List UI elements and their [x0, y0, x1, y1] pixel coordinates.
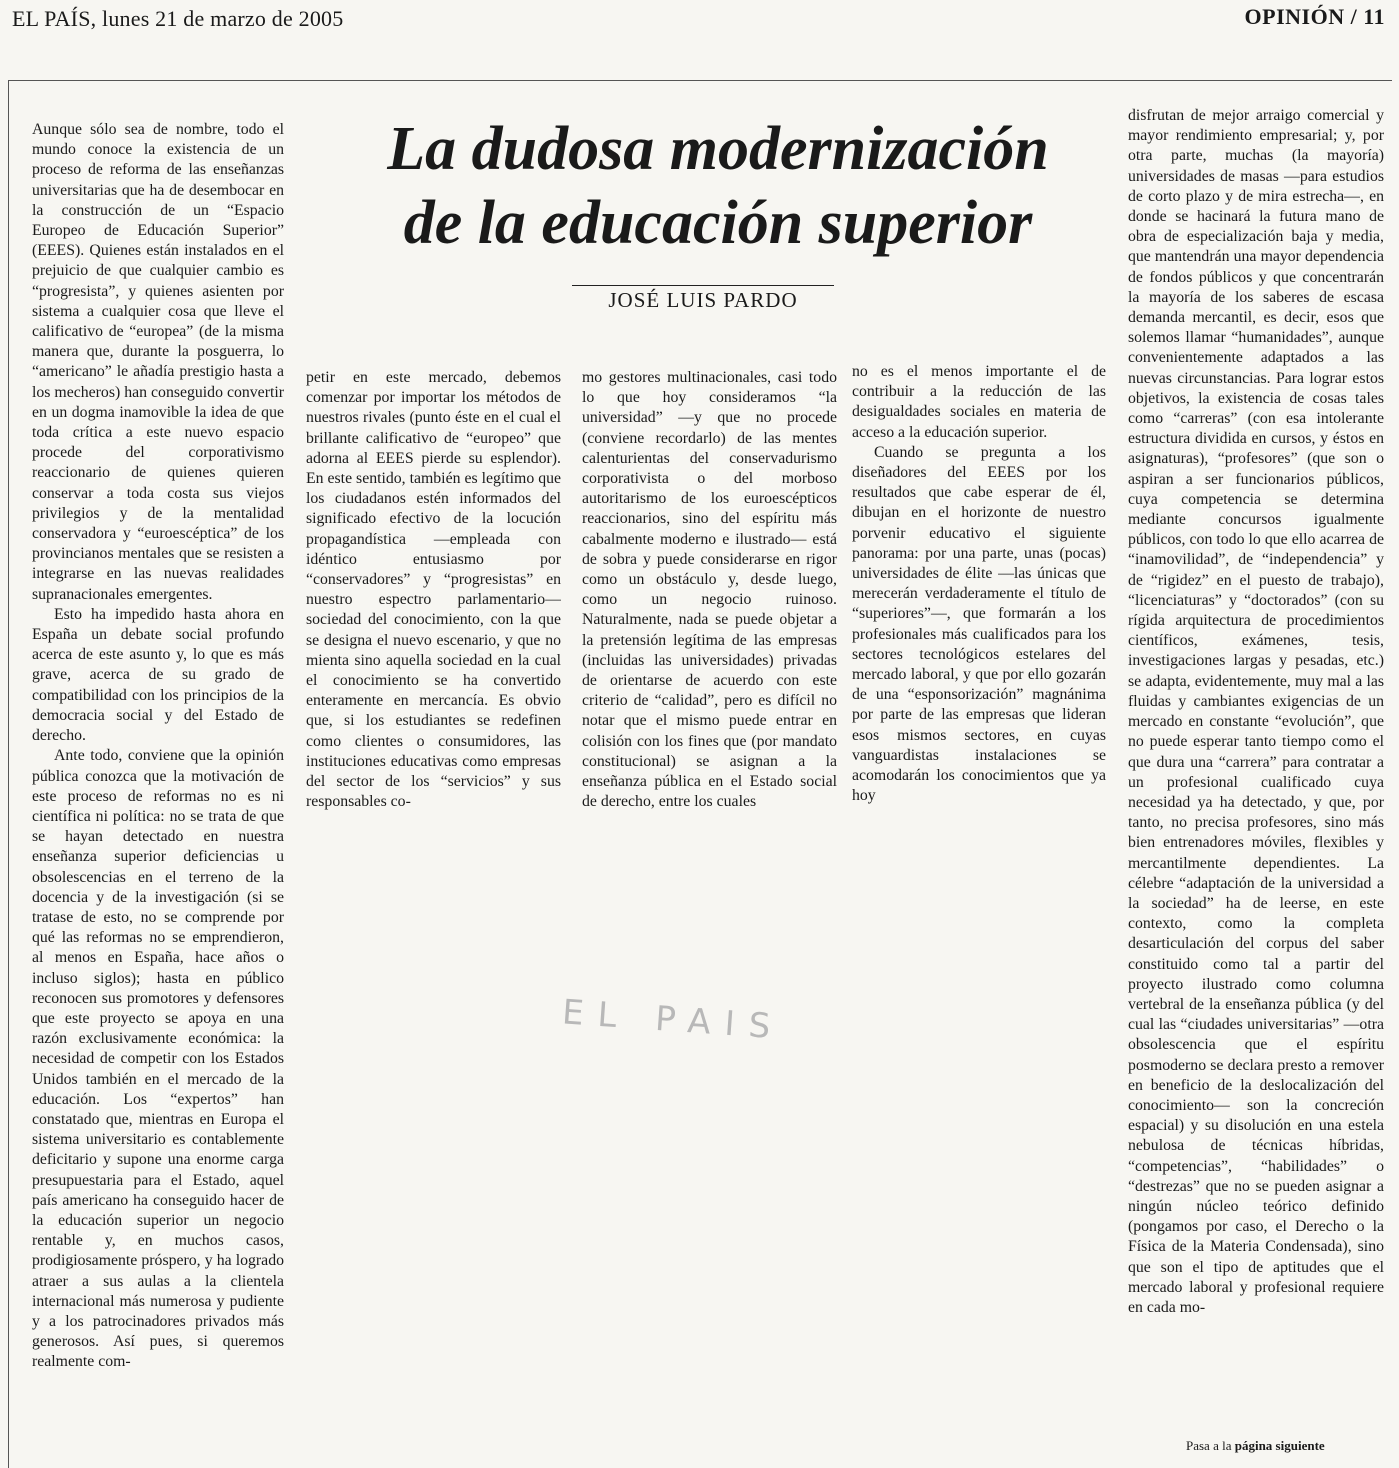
- column-2: [306, 368, 561, 838]
- paragraph: Cuando se pregunta a los diseñadores del EEES por los resultados que cabe esperar de él, dibujan en el horizonte de nuestro porvenir educativo el siguiente panorama: por una parte, unas (pocas) universidades de élite —las únicas que merecerán verdaderamente el título de “superiores”—, que formarán a los profesionales más cualificados para los sectores tecnológicos estelares del mercado laboral, y que por ello gozarán de una “esponsorización” magnánima por parte de las empresas que lideran esos mismos sectores, en cuyas vanguardistas instalaciones se acomodarán los conocimientos que ya hoy: [852, 443, 1106, 805]
- paragraph: mo gestores multinacionales, casi todo lo que hoy consideramos “la universidad” —y que no procede (conviene recordarlo) de las mentes calenturientas del conservadurismo corporativista o del morboso autoritarismo de los euroescépticos reaccionarios, sino del espíritu más cabalmente moderno e ilustrado— está de sobra y puede considerarse en rigor como un obstáculo y, desde luego, como un negocio ruinoso. Naturalmente, nada se puede objetar a la pretensión legítima de las empresas (incluidas las universidades) privadas de orientarse de acuerdo con este criterio de “calidad”, pero es difícil no notar que el mismo puede entrar en colisión con los fines que (por mandato constitucional) se asignan a la enseñanza pública en el Estado social de derecho, entre los cuales: [582, 369, 837, 811]
- column-5: [1128, 106, 1384, 1441]
- column-1: [32, 120, 284, 1465]
- headline-line-1: La dudosa modernización: [387, 115, 1049, 183]
- continuation-prefix: Pasa a la: [1186, 1438, 1235, 1453]
- headline: [318, 112, 1118, 260]
- paragraph: disfrutan de mejor arraigo comercial y mayor rendimiento empresarial; y, por otra parte, muchas (la mayoría) universidades de masas —para estudios de corto plazo y de mira estrecha—, en donde se hacinará la futura mano de obra de especialización baja y media, que mantendrán una mayor dependencia de fondos públicos y que concentrarán la mayoría de los saberes de escasa demanda mercantil, es decir, esos que solemos llamar “humanidades”, aunque convenientemente adaptados a las nuevas circunstancias. Para lograr estos objetivos, la existencia de cosas tales como “carreras” (con esa intolerante estructura dividida en cursos, y éstos en asignaturas), “profesores” (que son o aspiran a ser funcionarios públicos, cuya competencia se determina mediante concursos igualmente públicos, con todo lo que ello acarrea de “inamovilidad”, de “independencia” y de “rigidez” en el puesto de trabajo), “licenciaturas” y “doctorados” (con su rígida arquitectura de procedimientos científicos, exámenes, tesis, investigaciones largas y pesadas, etc.) se adapta, evidentemente, muy mal a las fluidas y cambiantes exigencias de un mercado en constante “evolución”, que no puede esperar tanto tiempo como el que dura una “carrera” para contratar a un profesional cualificado cuya necesidad ya ha detectado, y que, por tanto, no precisa profesores, sino más bien entrenadores móviles, flexibles y mercantilmente dependientes. La célebre “adaptación de la universidad a la sociedad” ha de leerse, en este contexto, como la completa desarticulación del corpus del saber constituido como tal a partir del proyecto ilustrado como columna vertebral de la enseñanza pública (y del cual las “ciudades universitarias” —otra obsolescencia que el espíritu posmoderno se declara presto a remover en beneficio de la deslocalización del conocimiento— son la concreción espacial) y su disolución en una estela nebulosa de técnicas híbridas, “competencias”, “habilidades” o “destrezas” que no se pueden asignar a ningún núcleo teórico definido (pongamos por caso, el Derecho o la Física de la Materia Condensada), sino que son el tipo de aptitudes que el mercado laboral y profesional requiere en cada mo-: [1128, 107, 1384, 1316]
- frame-top-rule: [8, 80, 1392, 81]
- column-3: [582, 368, 837, 838]
- paragraph: Ante todo, conviene que la opinión pública conozca que la motivación de este proceso de reformas no es ni científica ni política: no se trata de que se hayan detectado en nuestra enseñanza superior deficiencias u obsolescencias en el terreno de la docencia y de la investigación (si se tratase de esto, no se comprende por qué las reformas no se emprendieron, al menos en España, hace años o incluso siglos); hasta en público reconocen sus promotores y defensores que este proyecto se apoya en una razón exclusivamente económica: la necesidad de competir con los Estados Unidos también en el mercado de la educación. Los “expertos” han constatado que, mientras en Europa el sistema universitario es contablemente deficitario y supone una enorme carga presupuestaria para el Estado, aquel país americano ha conseguido hacer de la educación superior un negocio rentable y, en muchos casos, prodigiosamente próspero, y ha logrado atraer a sus aulas a la clientela internacional más numerosa y pudiente y a los patrocinadores privados más generosos. Así pues, si queremos realmente com-: [32, 747, 284, 1371]
- continuation-note: [1186, 1438, 1325, 1454]
- continuation-target: página siguiente: [1234, 1438, 1325, 1453]
- byline-rule: [572, 285, 834, 286]
- section-page-label: OPINIÓN / 11: [1244, 4, 1385, 29]
- paragraph: petir en este mercado, debemos comenzar por importar los métodos de nuestros rivales (punto éste en el cual el brillante calificativo de “europeo” que adorna al EEES pierde su esplendor). En este sentido, también es legítimo que los ciudadanos estén informados del significado efectivo de la locución propagandística —empleada con idéntico entusiasmo por “conservadores” y “progresistas” en nuestro espectro parlamentario— sociedad del conocimiento, con la que se designa el nuevo escenario, y que no mienta sino aquella sociedad en la cual el conocimiento se ha convertido enteramente en mercancía. Es obvio que, si los estudiantes se redefinen como clientes o consumidores, las instituciones educativas como empresas del sector de los “servicios” y sus responsables co-: [306, 369, 561, 811]
- archive-stamp: EL PAIS: [560, 992, 786, 1048]
- paragraph: no es el menos importante el de contribuir a la reducción de las desigualdades sociales en materia de acceso a la educación superior.: [852, 363, 1106, 441]
- paragraph: Esto ha impedido hasta ahora en España un debate social profundo acerca de este asunto y, lo que es más grave, acerca de su grado de compatibilidad con los principios de la democracia social y del Estado de derecho.: [32, 605, 284, 745]
- column-4: [852, 362, 1106, 830]
- frame-left-rule: [8, 80, 9, 1468]
- headline-line-2: de la educación superior: [403, 189, 1033, 257]
- paragraph: Aunque sólo sea de nombre, todo el mundo conoce la existencia de un proceso de reforma de las enseñanzas universitarias que ha de desembocar en la construcción de un “Espacio Europeo de Educación Superior” (EEES). Quienes están instalados en el prejuicio de que cualquier cambio es “progresista”, y quienes asienten por sistema a cualquier cosa que lleve el calificativo de “europea” (de la misma manera que, durante la posguerra, lo “americano” le añadía prestigio hasta a los mecheros) han conseguido convertir en un dogma inamovible la idea de que toda crítica a este nuevo espacio procede del corporativismo reaccionario de quienes quieren conservar a toda costa sus viejos privilegios y de la mentalidad conservadora y “euroescéptica” de los provincianos mentales que se resisten a integrarse en las nuevas realidades supranacionales emergentes.: [32, 121, 284, 603]
- byline: JOSÉ LUIS PARDO: [608, 288, 798, 312]
- newspaper-dateline: EL PAÍS, lunes 21 de marzo de 2005: [12, 6, 344, 31]
